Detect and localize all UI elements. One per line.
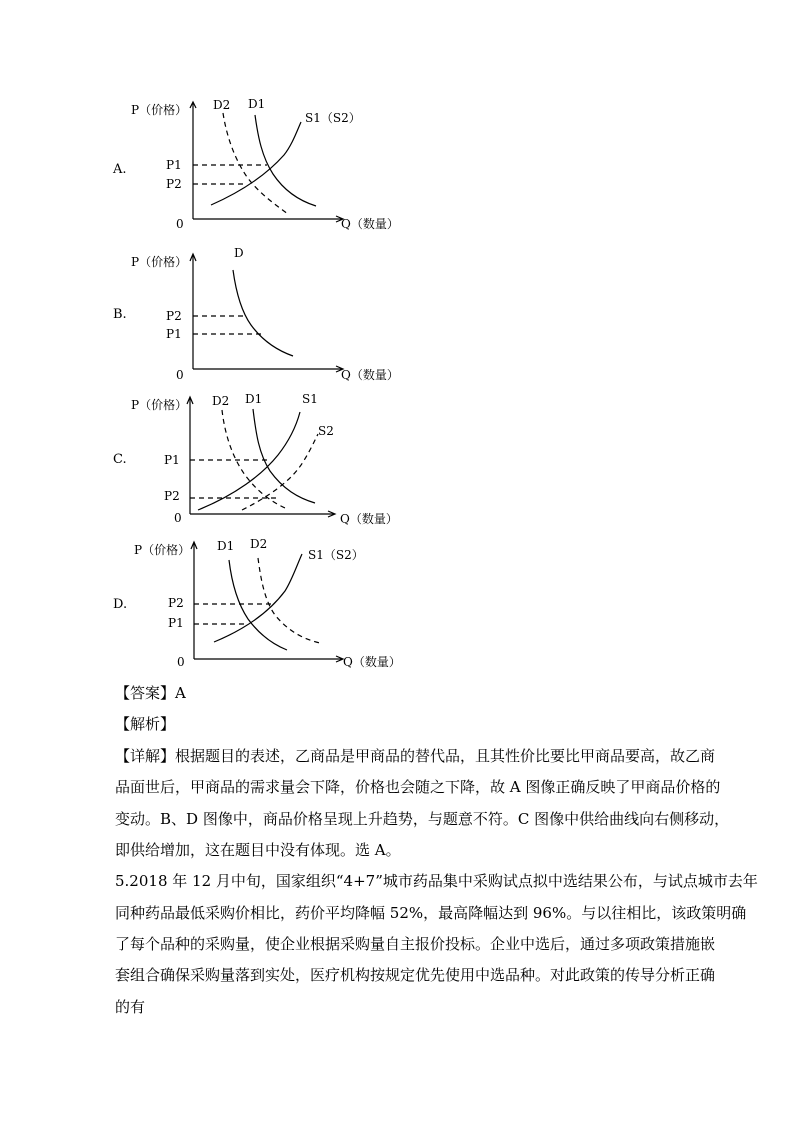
answer-label: 【答案】: [115, 684, 176, 702]
detail-line-4: 即供给增加，这在题目中没有体现。选 A。: [115, 841, 401, 859]
detail-line-3: 变动。B、D 图像中，商品价格呈现上升趋势，与题意不符。C 图像中供给曲线向右侧移动，: [115, 810, 730, 828]
option-b-graph: [0, 245, 794, 390]
d2-label: D2: [213, 98, 231, 112]
demand-curve-d1: [229, 560, 287, 650]
option-a-graph: [0, 95, 794, 240]
option-c-label: C.: [113, 452, 127, 467]
detail-line-1: 【详解】根据题目的表述，乙商品是甲商品的替代品，且其性价比要比甲商品要高，故乙商: [115, 747, 716, 765]
detail-line-2: 品面世后，甲商品的需求量会下降，价格也会随之下降，故 A 图像正确反映了甲商品价格的: [115, 778, 721, 796]
supply-curve-s1: [198, 412, 300, 510]
d1-label: D1: [245, 392, 263, 406]
p1-label: P1: [166, 327, 182, 341]
q-axis-label: Q（数量）: [341, 217, 399, 231]
demand-curve-d: [233, 270, 293, 356]
demand-curve-d2: [258, 558, 320, 643]
p2-label: P2: [168, 596, 184, 610]
option-d-label: D.: [113, 597, 128, 612]
s2-label: S2: [318, 424, 334, 438]
p2-label: P2: [164, 489, 180, 503]
q-axis-label: Q（数量）: [343, 655, 401, 669]
answer-value: A: [175, 684, 186, 702]
option-d-graph: [0, 535, 794, 675]
origin-label: 0: [176, 217, 184, 231]
s-label: S1（S2）: [305, 111, 361, 125]
option-b-label: B.: [113, 307, 127, 322]
p-axis-label: P（价格）: [131, 255, 188, 269]
p1-label: P1: [164, 453, 180, 467]
question-line-2: 同种药品最低采购价相比，药价平均降幅 52%，最高降幅达到 96%。与以往相比，该政策明确: [115, 904, 747, 922]
p-axis-label: P（价格）: [134, 543, 191, 557]
p2-label: P2: [166, 309, 182, 323]
origin-label: 0: [176, 368, 184, 382]
q-axis-label: Q（数量）: [341, 368, 399, 382]
d2-label: D2: [212, 394, 230, 408]
answer-line: [115, 683, 186, 703]
d-label: D: [234, 246, 244, 260]
option-a-label: A.: [113, 162, 127, 177]
p1-label: P1: [168, 616, 184, 630]
d2-label: D2: [250, 537, 268, 551]
option-a-chart: [0, 95, 794, 240]
question-line-5: 的有: [115, 998, 146, 1016]
question-line-3: 了每个品种的采购量，使企业根据采购量自主报价投标。企业中选后，通过多项政策措施嵌: [115, 935, 716, 953]
origin-label: 0: [177, 655, 185, 669]
supply-curve-s2: [242, 434, 318, 510]
p-axis-label: P（价格）: [131, 103, 188, 117]
p-axis-label: P（价格）: [131, 398, 188, 412]
supply-curve-s1-s2: [214, 554, 302, 642]
demand-curve-d1: [255, 115, 316, 206]
demand-curve-d1: [253, 409, 315, 503]
d1-label: D1: [248, 97, 266, 111]
option-b-chart: [0, 245, 794, 390]
question-line-4: 套组合确保采购量落到实处，医疗机构按规定优先使用中选品种。对此政策的传导分析正确: [115, 966, 716, 984]
origin-label: 0: [174, 511, 182, 525]
option-c-graph: [0, 390, 794, 530]
d1-label: D1: [217, 539, 235, 553]
option-d-chart: [0, 535, 794, 675]
s1-label: S1: [302, 392, 318, 406]
demand-curve-d2: [223, 113, 288, 214]
s-label: S1（S2）: [308, 548, 364, 562]
q-axis-label: Q（数量）: [340, 512, 398, 526]
p1-label: P1: [166, 158, 182, 172]
analysis-label: 【解析】: [115, 715, 176, 733]
supply-curve-s1-s2: [211, 122, 301, 205]
question-line-1: 5.2018 年 12 月中旬，国家组织“4+7”城市药品集中采购试点拟中选结果公布，与试点城市去年: [115, 872, 758, 890]
p2-label: P2: [166, 177, 182, 191]
option-c-chart: [0, 390, 794, 530]
